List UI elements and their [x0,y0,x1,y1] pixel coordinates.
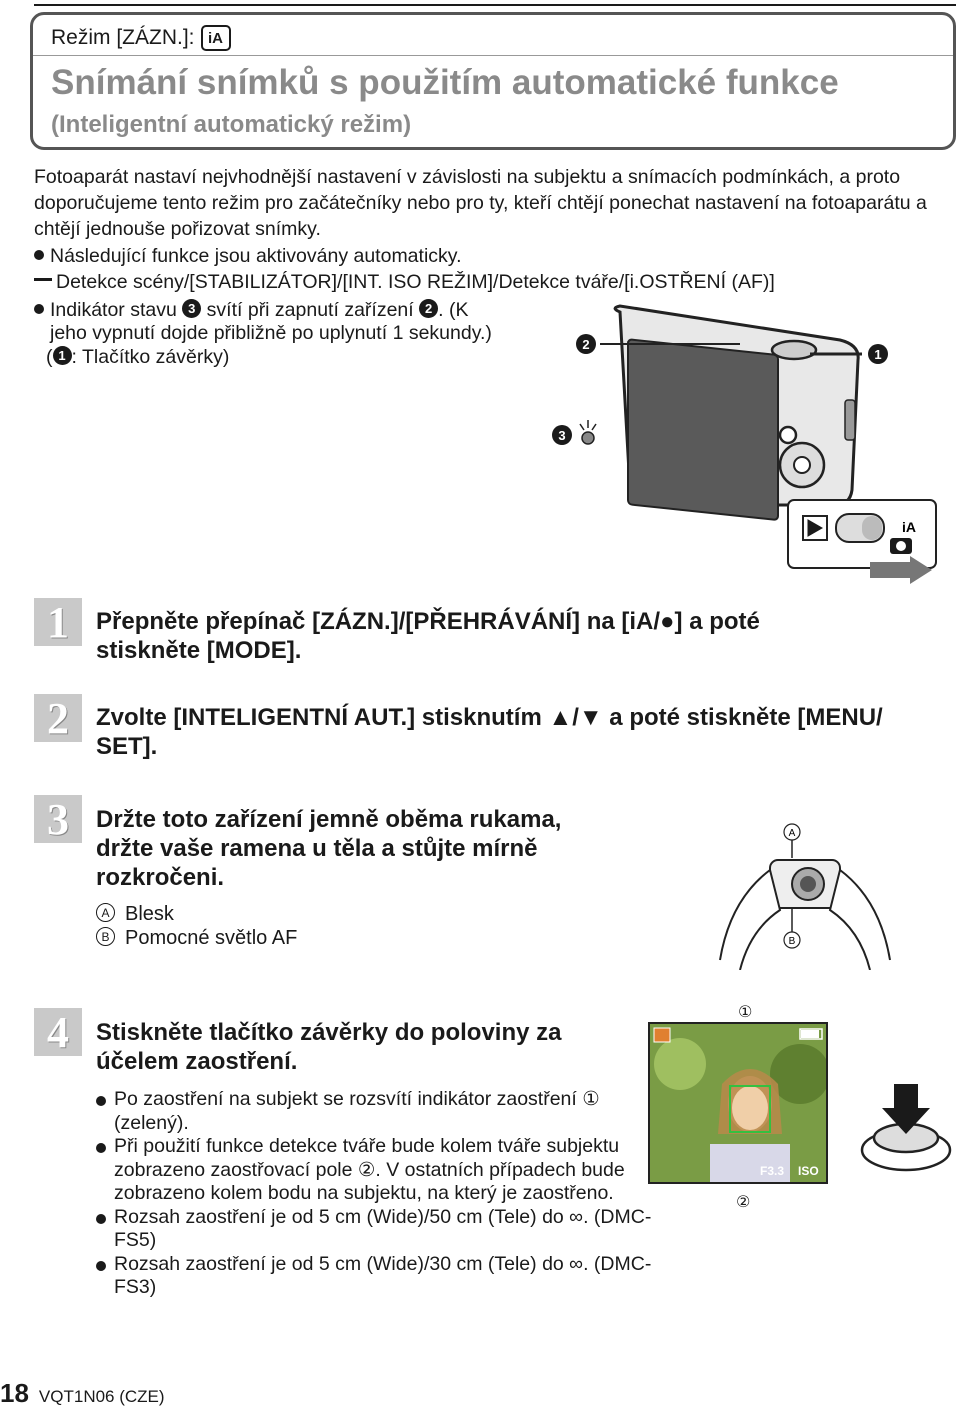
step-3-line2: držte vaše ramena u těla a stůjte mírně [96,835,538,862]
step-3-line1: Držte toto zařízení jemně oběma rukama, [96,806,562,833]
page-number: 18 [0,1378,29,1407]
step-2-line2: SET]. [96,733,158,760]
header-divider [33,55,953,56]
half-press-illustration [856,1078,956,1178]
lcd-f-label: F3.3 [760,1164,785,1178]
step-2-text [96,703,883,761]
bullet-text: . (K [438,299,469,321]
bullet-icon [96,1096,106,1106]
shutter-button [772,341,816,359]
bullet-text: Následující funkce jsou aktivovány automaticky. [50,245,462,267]
status-led-glow [582,432,594,444]
auto-functions-bullet [34,243,462,269]
bullet-text: svítí při zapnutí zařízení [206,299,414,321]
auto-functions-list [34,269,775,295]
label-a-icon: A [96,903,115,922]
callout-2-icon: 2 [419,299,438,318]
step-number-4: 4 [34,1008,82,1056]
dash-text: Detekce scény/[STABILIZÁTOR]/[INT. ISO REŽIM]/Detekce tváře/[i.OSTŘENÍ (AF)] [56,271,775,293]
status-indicator-line2: jeho vypnutí dojde přibližně po uplynutí 1 sekundy.) [50,322,492,344]
paren: ( [46,346,53,368]
bullet-icon [34,250,44,260]
bullet-icon [96,1261,106,1271]
lcd-scene [650,1024,828,1184]
note-af-light-text: Pomocné světlo AF [125,927,298,949]
holding-camera-illustration [700,820,910,970]
illus-label-a: A [788,828,796,839]
step-1-line1: Přepněte přepínač [ZÁZN.]/[PŘEHRÁVÁNÍ] na [iA/●] a poté [96,608,760,635]
step-4-bullets [96,1088,656,1300]
step-1-text [96,607,760,665]
list-item [96,1253,656,1300]
callout-label-1: 1 [874,347,882,362]
step-number-2: 2 [34,694,82,742]
note-af-light [96,926,297,950]
top-rule [34,4,956,6]
ia-switch-icon: iA [902,519,916,535]
page-subtitle: (Inteligentní automatický režim) [51,111,412,138]
note-flash-text: Blesk [125,903,174,925]
callout-label-2: 2 [582,337,590,352]
callout-label-3: 3 [558,428,566,443]
lcd-preview [648,1022,828,1184]
callout-3-icon: 3 [182,299,201,318]
bullet-icon [34,304,44,314]
lcd-iso-label: ISO [798,1164,819,1178]
step-4-line1: Stiskněte tlačítko závěrky do poloviny za [96,1019,562,1046]
status-led [780,427,796,443]
step-2-line1: Zvolte [INTELIGENTNÍ AUT.] stisknutím ▲/▼ a poté stiskněte [MENU/ [96,704,883,731]
step-number-3: 3 [34,795,82,843]
callout-1-icon: 1 [53,346,72,365]
shutter-note-text: : Tlačítko závěrky) [71,346,230,368]
page-title: Snímání snímků s použitím automatické funkce [51,63,839,102]
section-header [30,12,956,150]
illus-label-b: B [788,936,796,947]
label-b-icon: B [96,927,115,946]
mode-indicator [51,23,231,53]
step-4-text [96,1018,562,1076]
scene-mode-icon [654,1028,670,1042]
step-number-1: 1 [34,598,82,646]
list-item-text: Po zaostření na subjekt se rozsvítí indikátor zaostření ① (zelený). [114,1088,600,1134]
intro-paragraph: Fotoaparát nastaví nejvhodnější nastavení v závislosti na subjektu a snímacích podmínkách, a proto doporučujeme tento režim pro začátečníky nebo pro ty, kteří chtějí ponechat nastavení na fotoaparátu a chtějí jednouše pořizovat snímky. [34,166,927,240]
list-item [96,1135,656,1206]
note-flash [96,902,174,926]
marker-1: ① [738,1004,753,1021]
marker-2: ② [736,1194,751,1211]
shutter-note [46,344,229,370]
step-3-text [96,805,561,892]
bullet-text: Indikátor stavu [50,299,177,321]
mode-switch-detail [788,500,936,584]
page-footer [0,1378,165,1406]
list-item [96,1088,656,1135]
intelligent-auto-icon: iA [201,25,231,51]
dash-icon [34,278,52,281]
document-code: VQT1N06 (CZE) [38,1387,165,1406]
camera-illustration [540,300,960,590]
camera-screen [628,339,778,520]
step-3-line3: rozkročeni. [96,864,225,891]
step-4-line2: účelem zaostření. [96,1048,298,1075]
list-item-text: Rozsah zaostření je od 5 cm (Wide)/30 cm (Tele) do ∞. (DMC-FS3) [114,1252,652,1298]
camera-body [615,306,858,520]
bullet-icon [96,1143,106,1153]
step-1-line2: stiskněte [MODE]. [96,637,302,664]
list-item-text: Rozsah zaostření je od 5 cm (Wide)/50 cm (Tele) do ∞. (DMC-FS5) [114,1205,652,1251]
list-item [96,1206,656,1253]
mode-label: Režim [ZÁZN.]: [51,26,195,49]
list-item-text: Při použití funkce detekce tváře bude kolem tváře subjektu zobrazeno zaostřovací pole ②. V ostatních případech bude zobrazeno kolem bodu na subjektu, na který je zaostřeno. [114,1135,625,1204]
bullet-icon [96,1214,106,1224]
